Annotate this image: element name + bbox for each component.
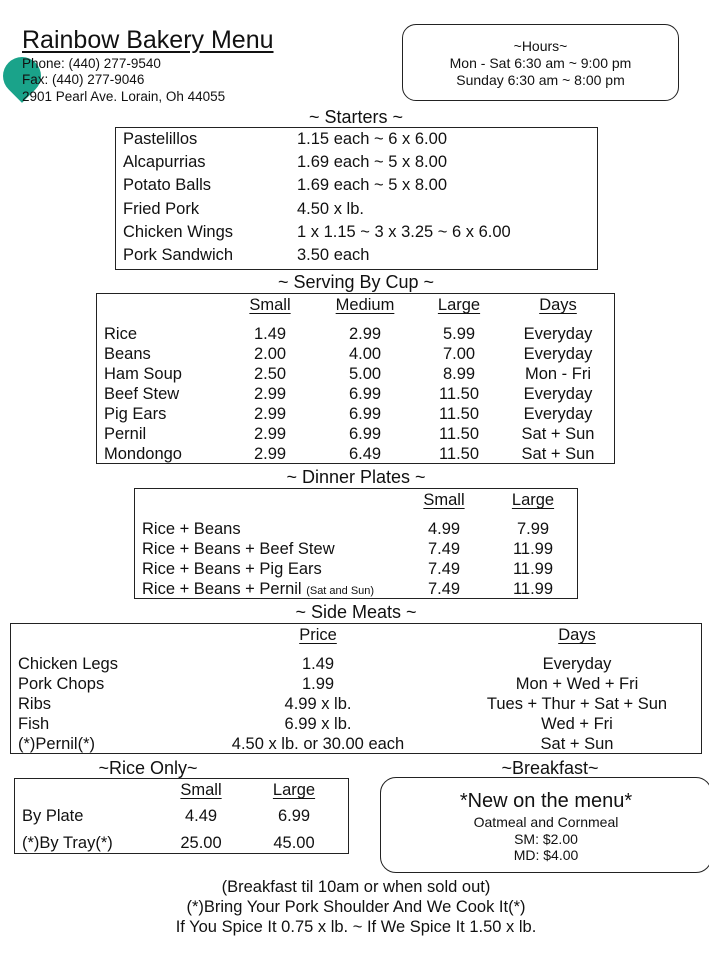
cup-item-large: 11.50 (438, 445, 480, 463)
cup-header-days: Days (539, 296, 577, 314)
starter-price: 4.50 x lb. (297, 200, 364, 218)
dinner-item-note: (Sat and Sun) (306, 585, 375, 597)
cup-item-large: 11.50 (438, 385, 480, 403)
rice-item-small: 25.00 (180, 834, 222, 852)
starters-title: ~ Starters ~ (308, 107, 404, 127)
dinner-item-name: Rice + Beans (142, 520, 241, 538)
cup-item-medium: 6.99 (348, 385, 382, 403)
rice-item-name: By Plate (22, 807, 84, 825)
breakfast-item: Oatmeal and Cornmeal (473, 814, 619, 830)
cup-item-large: 7.00 (442, 345, 476, 363)
cup-title: ~ Serving By Cup ~ (277, 272, 435, 292)
side-item-days: Wed + Fri (541, 715, 613, 733)
cup-item-days: Everyday (523, 345, 593, 363)
side-item-price: 4.50 x lb. or 30.00 each (231, 735, 405, 753)
rice-header-small: Small (180, 781, 222, 799)
side-item-name: Fish (18, 715, 50, 733)
rice-item-large: 45.00 (273, 834, 315, 852)
sides-title: ~ Side Meats ~ (295, 602, 417, 622)
cup-item-large: 11.50 (438, 425, 480, 443)
hours-title: ~Hours~ (513, 38, 568, 54)
address: 2901 Pearl Ave. Lorain, Oh 44055 (22, 89, 226, 104)
cup-item-days: Everyday (523, 325, 593, 343)
side-item-price: 4.99 x lb. (284, 695, 352, 713)
starters-table (115, 127, 598, 270)
side-item-days: Sat + Sun (540, 735, 614, 753)
footer-line-3: If You Spice It 0.75 x lb. ~ If We Spice It 1.50 x lb. (175, 918, 537, 936)
starter-price: 3.50 each (297, 246, 370, 264)
breakfast-headline: *New on the menu* (459, 790, 633, 812)
cup-table (96, 293, 615, 464)
cup-item-name: Beans (104, 345, 151, 363)
cup-item-large: 8.99 (442, 365, 476, 383)
cup-item-name: Beef Stew (104, 385, 180, 403)
cup-item-name: Mondongo (104, 445, 182, 463)
cup-header-small: Small (249, 296, 291, 314)
cup-item-small: 2.99 (253, 405, 287, 423)
sides-header-price: Price (299, 626, 337, 644)
side-item-name: (*)Pernil(*) (18, 735, 96, 753)
hours-box (402, 24, 679, 101)
dinner-item-name: Rice + Beans + Pig Ears (142, 560, 322, 578)
sides-header-days: Days (558, 626, 596, 644)
dinner-header-small: Small (423, 491, 465, 509)
cup-item-days: Everyday (523, 405, 593, 423)
starter-price: 1.15 each ~ 6 x 6.00 (297, 130, 447, 148)
cup-header-medium: Medium (335, 296, 395, 314)
rice-item-large: 6.99 (277, 807, 311, 825)
footer-line-2: (*)Bring Your Pork Shoulder And We Cook It(*) (186, 898, 526, 916)
sides-table (10, 623, 702, 754)
rice-item-small: 4.49 (184, 807, 218, 825)
side-item-days: Tues + Thur + Sat + Sun (486, 695, 668, 713)
hours-sunday: Sunday 6:30 am ~ 8:00 pm (456, 72, 625, 88)
starter-name: Fried Pork (123, 200, 200, 218)
side-item-price: 6.99 x lb. (284, 715, 352, 733)
side-item-name: Ribs (18, 695, 52, 713)
dinner-item-small: 7.49 (427, 540, 461, 558)
starter-name: Potato Balls (123, 176, 212, 194)
rice-header-large: Large (272, 781, 316, 799)
dinner-title: ~ Dinner Plates ~ (286, 467, 426, 487)
dinner-item-small: 4.99 (427, 520, 461, 538)
cup-item-medium: 6.99 (348, 405, 382, 423)
side-item-days: Everyday (542, 655, 612, 673)
dinner-item-label: Rice + Beans + Pernil (142, 580, 302, 598)
rice-item-name: (*)By Tray(*) (22, 834, 113, 852)
cup-item-large: 5.99 (442, 325, 476, 343)
dinner-item-small: 7.49 (427, 580, 461, 598)
cup-item-days: Mon - Fri (525, 365, 591, 383)
starter-price: 1 x 1.15 ~ 3 x 3.25 ~ 6 x 6.00 (297, 223, 511, 241)
dinner-item-name (142, 580, 374, 599)
starter-name: Chicken Wings (123, 223, 234, 241)
rice-only-title: ~Rice Only~ (98, 758, 198, 778)
footer-line-1: (Breakfast til 10am or when sold out) (221, 878, 491, 896)
hours-weekday: Mon - Sat 6:30 am ~ 9:00 pm (449, 55, 632, 71)
cup-item-small: 1.49 (253, 325, 287, 343)
side-item-name: Pork Chops (18, 675, 105, 693)
cup-item-small: 2.00 (253, 345, 287, 363)
breakfast-sm-price: SM: $2.00 (514, 831, 578, 847)
cup-item-small: 2.99 (253, 425, 287, 443)
rice-only-table (14, 778, 349, 854)
cup-item-medium: 6.99 (348, 425, 382, 443)
phone-number: Phone: (440) 277-9540 (22, 56, 161, 71)
breakfast-md-price: MD: $4.00 (513, 847, 579, 863)
side-item-price: 1.49 (301, 655, 335, 673)
cup-header-large: Large (437, 296, 481, 314)
cup-item-small: 2.99 (253, 385, 287, 403)
starter-name: Pork Sandwich (123, 246, 234, 264)
starter-price: 1.69 each ~ 5 x 8.00 (297, 153, 447, 171)
dinner-item-large: 11.99 (512, 580, 554, 598)
cup-item-medium: 2.99 (348, 325, 382, 343)
breakfast-title: ~Breakfast~ (501, 758, 599, 778)
cup-item-days: Sat + Sun (521, 445, 595, 463)
side-item-days: Mon + Wed + Fri (515, 675, 639, 693)
side-item-name: Chicken Legs (18, 655, 118, 673)
cup-item-name: Pernil (104, 425, 147, 443)
starter-price: 1.69 each ~ 5 x 8.00 (297, 176, 447, 194)
cup-item-name: Ham Soup (104, 365, 182, 383)
cup-item-large: 11.50 (438, 405, 480, 423)
cup-item-days: Sat + Sun (521, 425, 595, 443)
breakfast-box (380, 777, 709, 873)
dinner-item-large: 11.99 (512, 540, 554, 558)
dinner-item-small: 7.49 (427, 560, 461, 578)
cup-item-medium: 4.00 (348, 345, 382, 363)
dinner-item-large: 7.99 (516, 520, 550, 538)
cup-item-name: Rice (104, 325, 138, 343)
fax-number: Fax: (440) 277-9046 (22, 72, 145, 87)
side-item-price: 1.99 (301, 675, 335, 693)
cup-item-medium: 6.49 (348, 445, 382, 463)
dinner-item-name: Rice + Beans + Beef Stew (142, 540, 335, 558)
dinner-table (134, 488, 578, 599)
cup-item-medium: 5.00 (348, 365, 382, 383)
cup-item-name: Pig Ears (104, 405, 167, 423)
cup-item-small: 2.99 (253, 445, 287, 463)
starter-name: Pastelillos (123, 130, 198, 148)
dinner-header-large: Large (511, 491, 555, 509)
cup-item-small: 2.50 (253, 365, 287, 383)
cup-item-days: Everyday (523, 385, 593, 403)
starter-name: Alcapurrias (123, 153, 206, 171)
page-title: Rainbow Bakery Menu (22, 26, 274, 54)
dinner-item-large: 11.99 (512, 560, 554, 578)
